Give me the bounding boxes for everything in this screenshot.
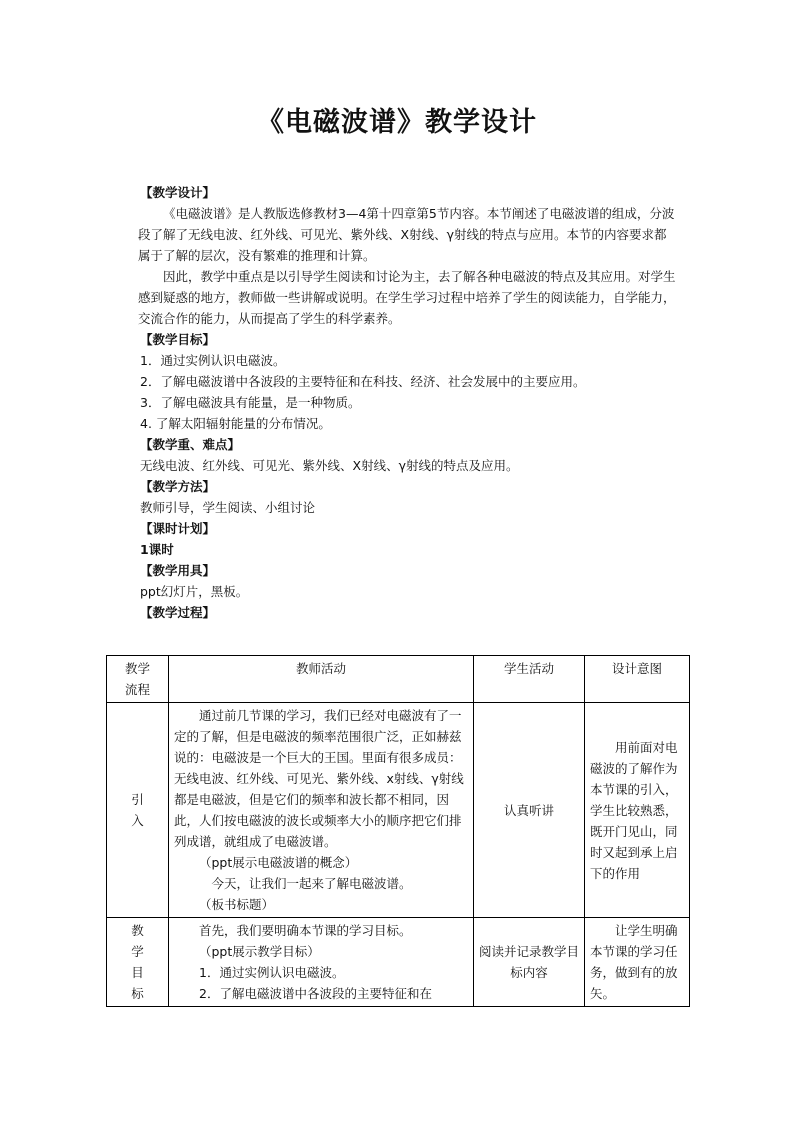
header-intent: 设计意图 xyxy=(585,656,690,703)
header-student: 学生活动 xyxy=(474,656,585,703)
teacher-line: 1．通过实例认识电磁波。 xyxy=(199,965,345,980)
table-row xyxy=(107,918,690,1007)
table-header-row xyxy=(107,656,690,703)
student-cell: 阅读并记录教学目标内容 xyxy=(474,918,585,1007)
design-heading: 【教学设计】 xyxy=(140,185,216,200)
tools-text: ppt幻灯片，黑板。 xyxy=(140,584,249,599)
goal-item: 3．了解电磁波具有能量，是一种物质。 xyxy=(140,395,361,410)
teacher-line: （ppt展示教学目标） xyxy=(199,944,320,959)
design-paragraph-2: 因此，教学中重点是以引导学生阅读和讨论为主，去了解各种电磁波的特点及其应用。对学生感到疑惑的地方，教师做一些讲解或说明。在学生学习过程中培养了学生的阅读能力，自学能力，交流合作的能力，从而提高了学生的科学素养。 xyxy=(138,269,676,326)
table-row xyxy=(107,703,690,918)
key-text: 无线电波、红外线、可见光、紫外线、X射线、γ射线的特点及应用。 xyxy=(140,458,519,473)
goal-item: 1．通过实例认识电磁波。 xyxy=(140,353,286,368)
header-stage: 教学流程 xyxy=(107,656,169,703)
process-table xyxy=(106,655,690,1007)
hours-text: 1课时 xyxy=(140,542,174,557)
goal-item: 2．了解电磁波谱中各波段的主要特征和在科技、经济、社会发展中的主要应用。 xyxy=(140,374,586,389)
document-body xyxy=(140,182,680,623)
teacher-line: 通过前几节课的学习，我们已经对电磁波有了一定的了解，但是电磁波的频率范围很广泛，正如赫兹说的：电磁波是一个巨大的王国。里面有很多成员：无线电波、红外线、可见光、紫外线、x射线、γ射线都是电磁波，但是它们的频率和波长都不相同，因此，人们按电磁波的波长或频率大小的顺序把它们排列成谱，就组成了电磁波谱。 xyxy=(174,708,464,849)
teacher-cell xyxy=(169,918,474,1007)
intent-cell: 用前面对电磁波的了解作为本节课的引入，学生比较熟悉，既开门见山，同时又起到承上启下的作用 xyxy=(585,703,690,918)
teacher-line: 今天，让我们一起来了解电磁波谱。 xyxy=(211,876,412,891)
method-text: 教师引导，学生阅读、小组讨论 xyxy=(140,500,316,515)
design-paragraph-1: 《电磁波谱》是人教版选修教材3—4第十四章第5节内容。本节阐述了电磁波谱的组成，分波段了解了无线电波、红外线、可见光、紫外线、X射线、γ射线的特点与应用。本节的内容要求都属于了解的层次，没有繁难的推理和计算。 xyxy=(138,206,675,263)
intent-cell: 让学生明确本节课的学习任务，做到有的放矢。 xyxy=(585,918,690,1007)
teacher-line: 2．了解电磁波谱中各波段的主要特征和在 xyxy=(199,986,432,1001)
teacher-line: （ppt展示电磁波谱的概念） xyxy=(199,855,358,870)
teacher-line: 首先，我们要明确本节课的学习目标。 xyxy=(199,923,412,938)
stage-cell: 教学目标 xyxy=(107,918,169,1007)
page-title: 《电磁波谱》教学设计 xyxy=(257,107,537,138)
student-cell: 认真听讲 xyxy=(474,703,585,918)
tools-heading: 【教学用具】 xyxy=(140,563,216,578)
method-heading: 【教学方法】 xyxy=(140,479,216,494)
process-heading: 【教学过程】 xyxy=(140,605,216,620)
teacher-line: （板书标题） xyxy=(199,897,275,912)
hours-heading: 【课时计划】 xyxy=(140,521,216,536)
stage-cell: 引入 xyxy=(107,703,169,918)
goal-item: 4. 了解太阳辐射能量的分布情况。 xyxy=(140,416,331,431)
teacher-cell xyxy=(169,703,474,918)
header-teacher: 教师活动 xyxy=(169,656,474,703)
key-heading: 【教学重、难点】 xyxy=(140,437,241,452)
goals-heading: 【教学目标】 xyxy=(140,332,216,347)
